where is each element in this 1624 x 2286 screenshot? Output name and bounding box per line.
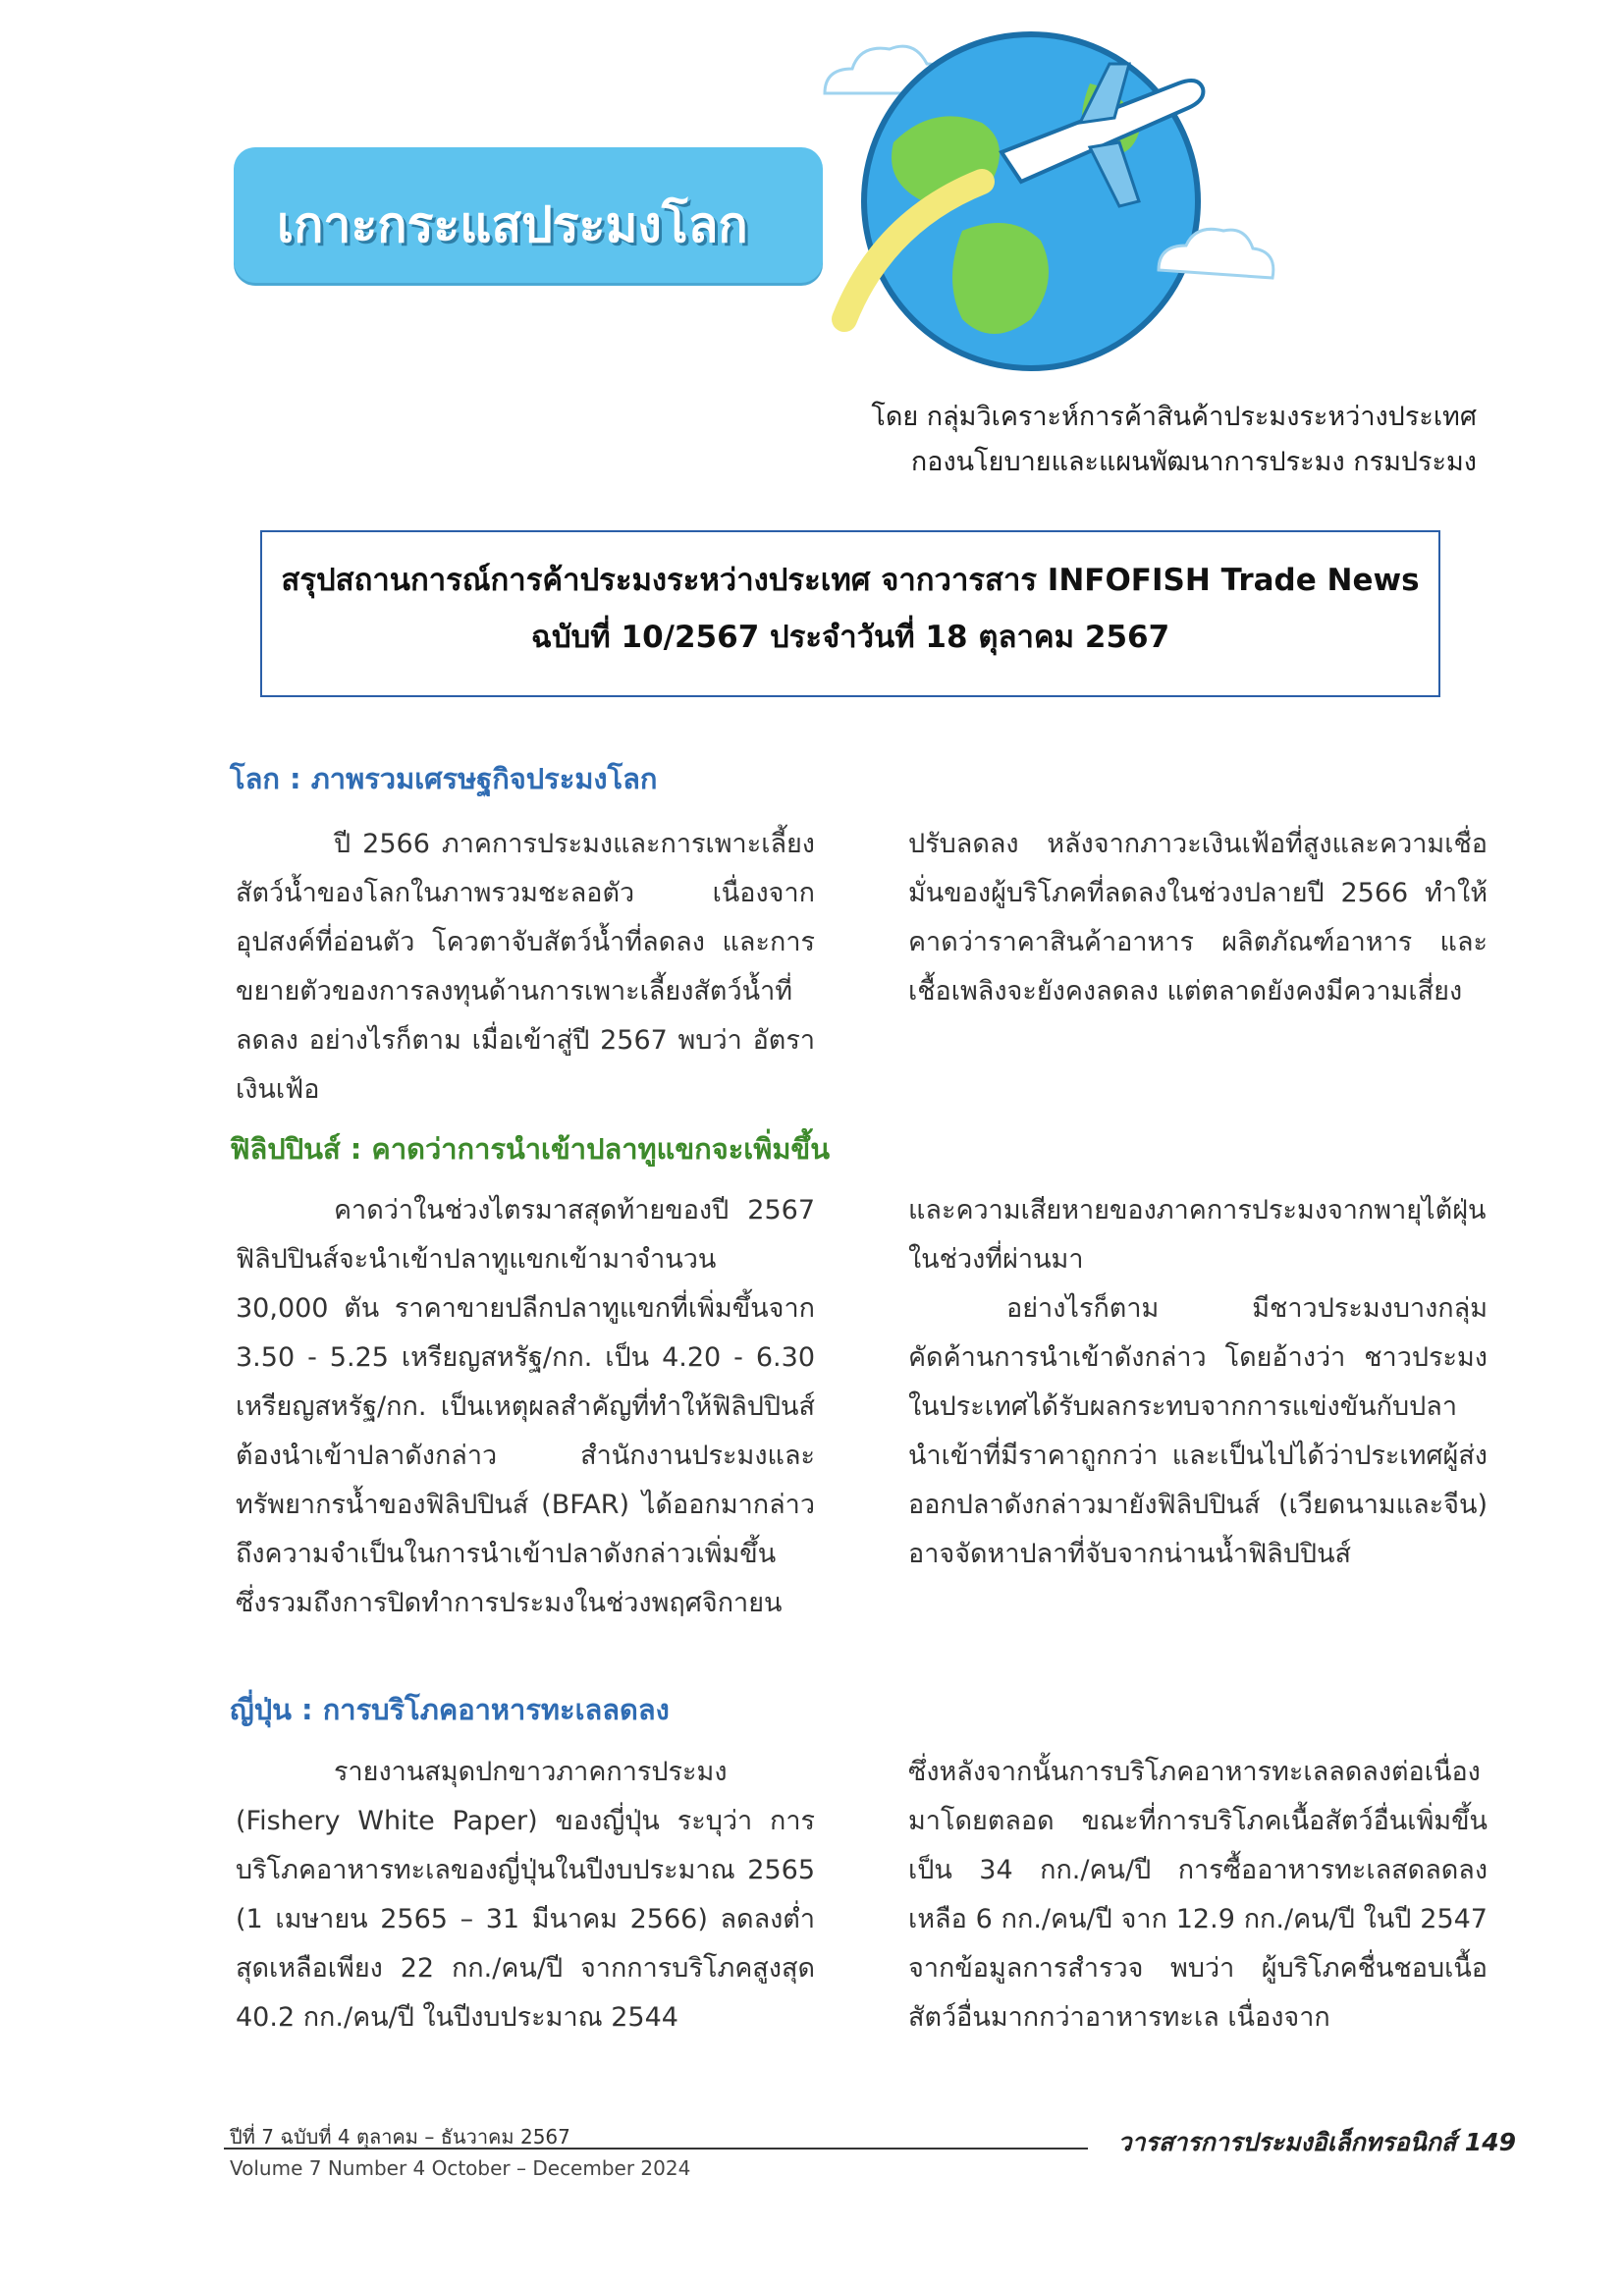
section-philippines-left-column [236, 1186, 815, 1628]
byline-department: กองนโยบายและแผนพัฒนาการประมง กรมประมง [910, 447, 1477, 477]
paragraph: และความเสียหายของภาคการประมงจากพายุไต้ฝุ่นในช่วงที่ผ่านมา [908, 1195, 1487, 1275]
paragraph: ปรับลดลง หลังจากภาวะเงินเฟ้อที่สูงและความเชื่อมั่นของผู้บริโภคที่ลดลงในช่วงปลายปี 2566 ทำให้คาดว่าราคาสินค้าอาหาร ผลิตภัณฑ์อาหาร และเชื้อเพลิงจะยังคงลดลง แต่ตลาดยังคงมีความเสี่ยง [908, 829, 1488, 1007]
section-philippines-right-column [908, 1186, 1488, 1579]
byline-author: โดย กลุ่มวิเคราะห์การค้าสินค้าประมงระหว่างประเทศ [871, 402, 1477, 432]
section-heading-philippines: ฟิลิปปินส์ : คาดว่าการนำเข้าปลาทูแขกจะเพิ่มขึ้น [230, 1132, 831, 1166]
section-world-left-column [236, 820, 815, 1115]
globe-airplane-illustration [766, 25, 1316, 417]
section-heading-japan: ญี่ปุ่น : การบริโภคอาหารทะเลลดลง [230, 1693, 670, 1726]
summary-box [260, 530, 1440, 697]
byline [871, 395, 1477, 485]
paragraph: คาดว่าในช่วงไตรมาสสุดท้ายของปี 2567 ฟิลิปปินส์จะนำเข้าปลาทูแขกเข้ามาจำนวน 30,000 ตัน ราคาขายปลีกปลาทูแขกที่เพิ่มขึ้นจาก 3.50 - 5.25 เหรียญสหรัฐ/กก. เป็น 4.20 - 6.30 เหรียญสหรัฐ/กก. เป็นเหตุผลสำคัญที่ทำให้ฟิลิปปินส์ต้องนำเข้าปลาดังกล่าว สำนักงานประมงและทรัพยากรน้ำของฟิลิปปินส์ (BFAR) ได้ออกมากล่าวถึงความจำเป็นในการนำเข้าปลาดังกล่าวเพิ่มขึ้น ซึ่งรวมถึงการปิดทำการประมงในช่วงพฤศจิกายน [236, 1195, 815, 1618]
page-title: เกาะกระแสประมงโลก [277, 196, 748, 253]
summary-line-1: สรุปสถานการณ์การค้าประมงระหว่างประเทศ จากวารสาร INFOFISH Trade News [281, 563, 1420, 598]
summary-line-2: ฉบับที่ 10/2567 ประจำวันที่ 18 ตุลาคม 2567 [530, 620, 1170, 655]
paragraph: ปี 2566 ภาคการประมงและการเพาะเลี้ยงสัตว์น้ำของโลกในภาพรวมชะลอตัว เนื่องจากอุปสงค์ที่อ่อนตัว โควตาจับสัตว์น้ำที่ลดลง และการขยายตัวของการลงทุนด้านการเพาะเลี้ยงสัตว์น้ำที่ลดลง อย่างไรก็ตาม เมื่อเข้าสู่ปี 2567 พบว่า อัตราเงินเฟ้อ [236, 829, 815, 1105]
footer-issue-thai: ปีที่ 7 ฉบับที่ 4 ตุลาคม – ธันวาคม 2567 [230, 2125, 570, 2149]
section-heading-world: โลก : ภาพรวมเศรษฐกิจประมงโลก [230, 762, 658, 795]
footer-issue-english: Volume 7 Number 4 October – December 2024 [230, 2156, 691, 2180]
section-japan-right-column [908, 1748, 1488, 2042]
footer-journal-page: วารสารการประมงอิเล็กทรอนิกส์ 149 [1117, 2128, 1516, 2156]
paragraph: ซึ่งหลังจากนั้นการบริโภคอาหารทะเลลดลงต่อเนื่องมาโดยตลอด ขณะที่การบริโภคเนื้อสัตว์อื่นเพิ่มขึ้นเป็น 34 กก./คน/ปี การซื้ออาหารทะเลสดลดลงเหลือ 6 กก./คน/ปี จาก 12.9 กก./คน/ปี ในปี 2547 จากข้อมูลการสำรวจ พบว่า ผู้บริโภคชื่นชอบเนื้อสัตว์อื่นมากกว่าอาหารทะเล เนื่องจาก [908, 1757, 1488, 2033]
section-world-right-column [908, 820, 1488, 1016]
section-japan-left-column [236, 1748, 815, 2042]
footer-divider [224, 2148, 1088, 2150]
paragraph: อย่างไรก็ตาม มีชาวประมงบางกลุ่มคัดค้านการนำเข้าดังกล่าว โดยอ้างว่า ชาวประมงในประเทศได้รับผลกระทบจากการแข่งขันกับปลานำเข้าที่มีราคาถูกกว่า และเป็นไปได้ว่าประเทศผู้ส่งออกปลาดังกล่าวมายังฟิลิปปินส์ (เวียดนามและจีน) อาจจัดหาปลาที่จับจากน่านน้ำฟิลิปปินส์ [908, 1293, 1488, 1569]
paragraph: รายงานสมุดปกขาวภาคการประมง (Fishery White Paper) ของญี่ปุ่น ระบุว่า การบริโภคอาหารทะเลของญี่ปุ่นในปีงบประมาณ 2565 (1 เมษายน 2565 – 31 มีนาคม 2566) ลดลงต่ำสุดเหลือเพียง 22 กก./คน/ปี จากการบริโภคสูงสุด 40.2 กก./คน/ปี ในปีงบประมาณ 2544 [236, 1757, 815, 2033]
